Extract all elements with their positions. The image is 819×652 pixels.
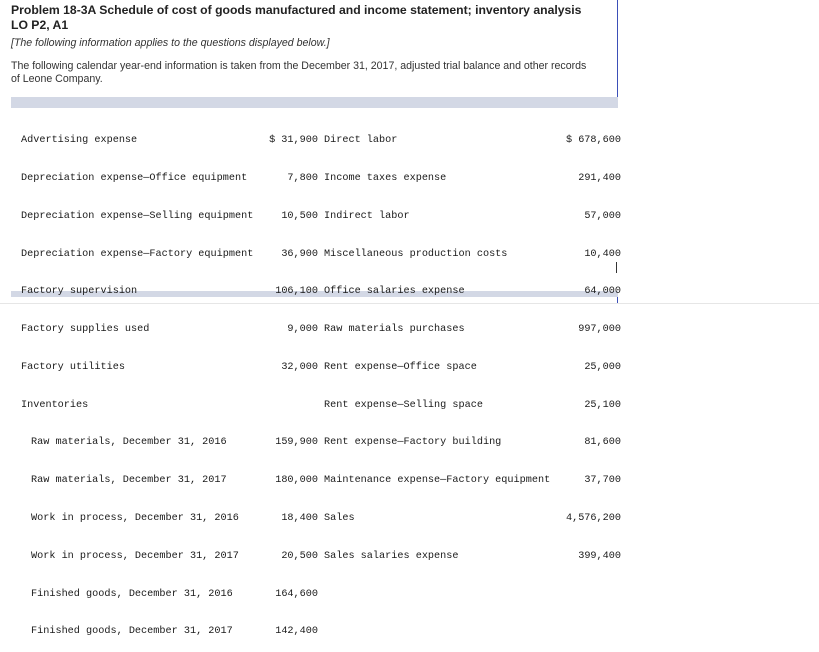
table-row-value: 9,000 xyxy=(287,324,318,336)
table-row-value: 159,900 xyxy=(275,437,318,449)
left-account-values xyxy=(262,110,318,652)
table-row-value: 10,400 xyxy=(584,248,621,260)
table-row-value: 142,400 xyxy=(275,626,318,638)
table-row-value: 291,400 xyxy=(578,172,621,184)
table-row-value: 37,700 xyxy=(584,475,621,487)
table-row-value: 20,500 xyxy=(281,550,318,562)
table-row-label: Factory supervision xyxy=(21,286,138,298)
table-row-value: 57,000 xyxy=(584,210,621,222)
table-row-label: Depreciation expense—Office equipment xyxy=(21,172,248,184)
table-row-value xyxy=(262,400,318,413)
table-row-label: Sales salaries expense xyxy=(324,550,459,562)
table-row-value: 25,000 xyxy=(584,361,621,373)
table-row-label: Depreciation expense—Selling equipment xyxy=(21,210,254,222)
table-row-label: Indirect labor xyxy=(324,210,410,222)
table-row-label: Raw materials purchases xyxy=(324,324,465,336)
table-row-value: 997,000 xyxy=(578,324,621,336)
table-row-value: 64,000 xyxy=(584,286,621,298)
text-cursor xyxy=(616,262,617,273)
table-row-label: Inventories xyxy=(21,399,89,411)
right-account-labels xyxy=(324,110,556,576)
table-row-label: Income taxes expense xyxy=(324,172,447,184)
table-row-value: 164,600 xyxy=(275,588,318,600)
table-row-value: 4,576,200 xyxy=(565,513,621,524)
table-row-label: Raw materials, December 31, 2017 xyxy=(31,475,227,487)
table-row-value: 32,000 xyxy=(281,361,318,373)
table-row-label: Rent expense—Selling space xyxy=(324,399,483,411)
table-row-label: Work in process, December 31, 2017 xyxy=(31,550,239,562)
table-row-value: 180,000 xyxy=(275,475,318,487)
table-row-label: Finished goods, December 31, 2017 xyxy=(31,626,233,638)
table-row-label: Raw materials, December 31, 2016 xyxy=(31,437,227,449)
table-row-label: Rent expense—Office space xyxy=(324,361,477,373)
table-row-label: Factory utilities xyxy=(21,361,125,373)
table-row-label: Office salaries expense xyxy=(324,286,465,298)
table-row-label: Sales xyxy=(324,513,355,524)
table-row-label: Depreciation expense—Factory equipment xyxy=(21,248,254,260)
table-row-label: Finished goods, December 31, 2016 xyxy=(31,588,233,600)
table-row-label: Work in process, December 31, 2016 xyxy=(31,513,239,524)
left-account-labels xyxy=(21,110,266,652)
table-row-value: 10,500 xyxy=(281,210,318,222)
info-note: [The following information applies to the questions displayed below.] xyxy=(11,37,330,49)
table-row-value: 7,800 xyxy=(287,172,318,184)
table-row-value: 18,400 xyxy=(281,513,318,524)
table-row-label: Maintenance expense—Factory equipment xyxy=(324,475,551,487)
table-row-value: 25,100 xyxy=(584,399,621,411)
table-row-value: $ 31,900 xyxy=(269,135,318,147)
table-row-label: Miscellaneous production costs xyxy=(324,248,508,260)
table-row-value: 399,400 xyxy=(578,550,621,562)
right-account-values xyxy=(555,110,621,576)
table-row-label: Direct labor xyxy=(324,135,398,147)
table-top-band xyxy=(11,97,618,108)
problem-title: Problem 18-3A Schedule of cost of goods manufactured and income statement; inventory analysis LO P2, A1 xyxy=(11,3,582,32)
table-row-label: Factory supplies used xyxy=(21,324,150,336)
table-row-value: 106,100 xyxy=(275,286,318,298)
table-row-value: 36,900 xyxy=(281,248,318,260)
table-row-value: $ 678,600 xyxy=(565,135,621,147)
table-row-label: Rent expense—Factory building xyxy=(324,437,502,449)
intro-paragraph: The following calendar year-end information is taken from the December 31, 2017, adjusted trial balance and other records of Leone Company. xyxy=(11,60,587,85)
table-row-label: Advertising expense xyxy=(21,135,138,147)
table-row-value: 81,600 xyxy=(584,437,621,449)
